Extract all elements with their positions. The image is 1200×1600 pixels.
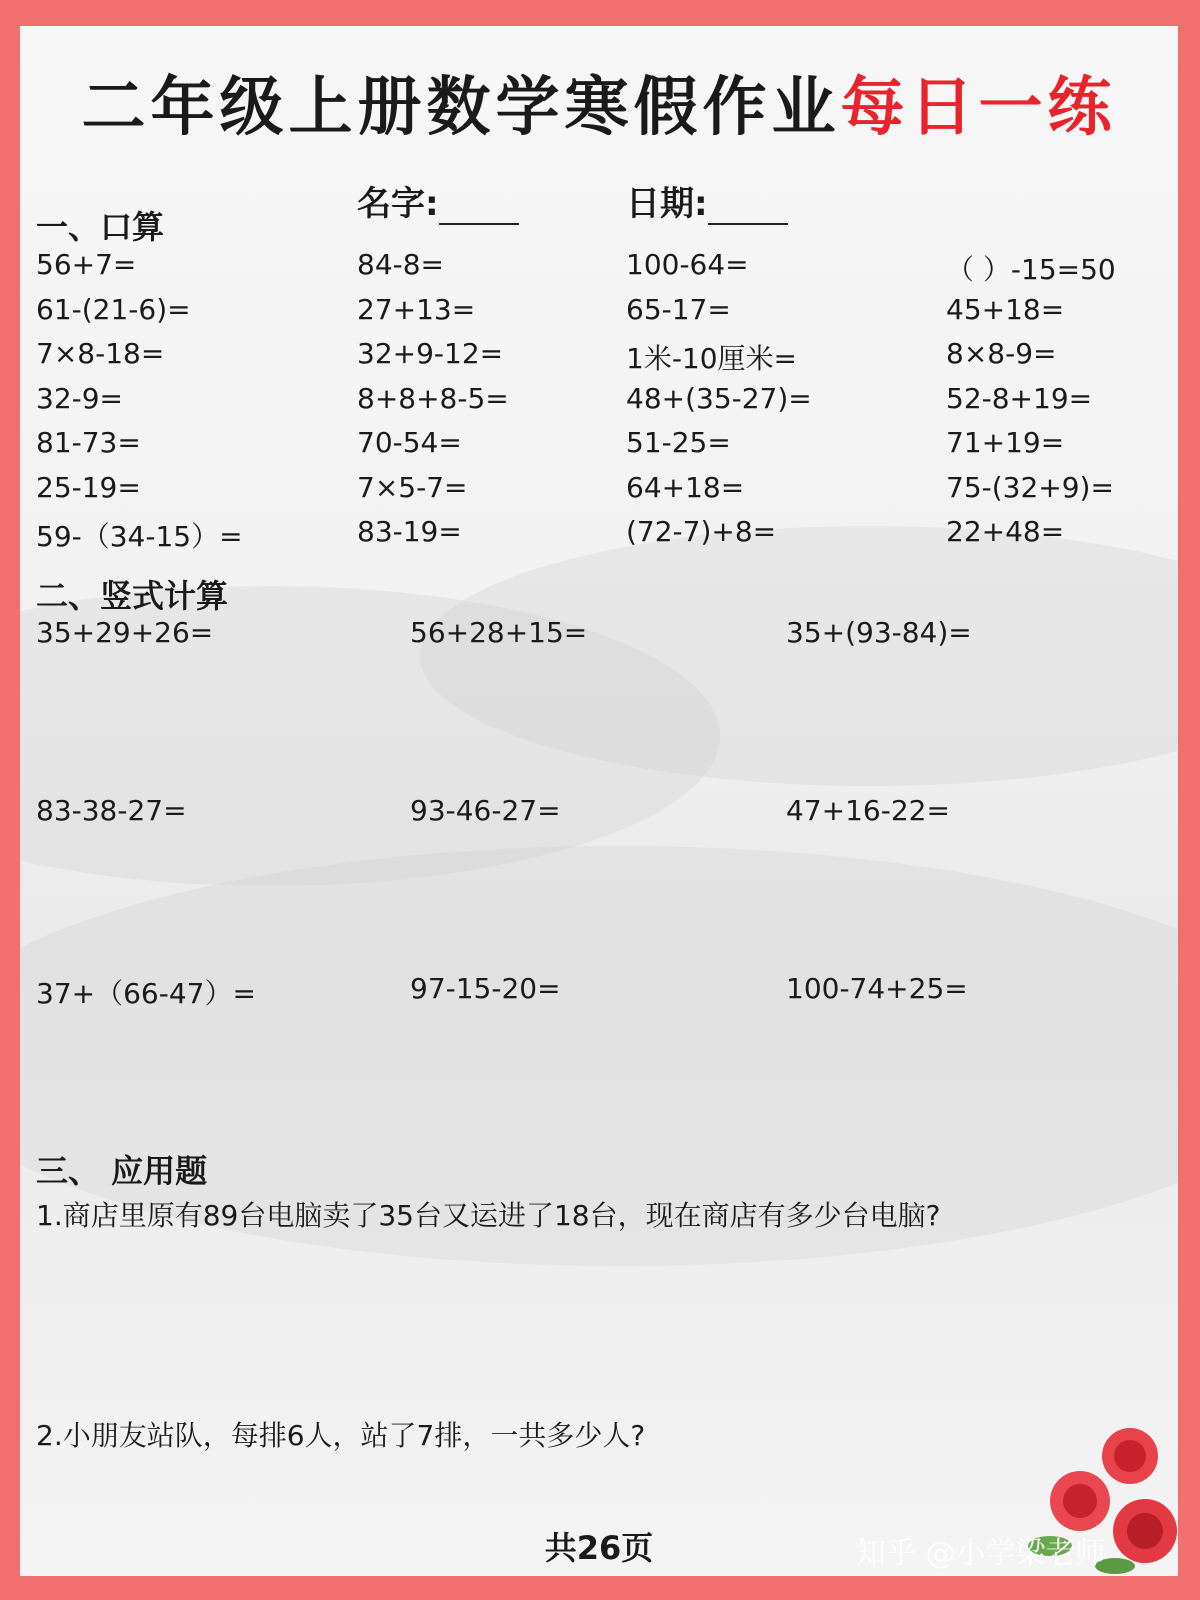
section-oral-title: 一、口算 (36, 208, 165, 246)
oral-calc-item: 32+9-12= (357, 337, 504, 370)
oral-calc-item: 8×8-9= (946, 337, 1057, 370)
date-label: 日期: (626, 184, 708, 224)
title-highlight: 每日一练 (840, 71, 1117, 145)
date-field (626, 176, 788, 225)
oral-calc-item: 52-8+19= (946, 381, 1093, 415)
oral-calc-item: 61-(21-6)= (36, 292, 191, 326)
oral-calc-item: 70-54= (357, 426, 462, 459)
oral-calc-item: 81-73= (36, 426, 141, 459)
oral-calc-item: 45+18= (946, 292, 1065, 326)
oral-calc-item: 32-9= (36, 381, 124, 415)
oral-calc-item: 7×5-7= (357, 470, 468, 504)
section-vertical-title: 二、竖式计算 (36, 577, 229, 615)
oral-calc-item: 56+7= (36, 248, 137, 281)
name-field (357, 176, 519, 225)
vertical-calc-item: 35+(93-84)= (786, 616, 972, 649)
oral-calc-item: 65-17= (626, 292, 731, 326)
word-problem-1: 1.商店里原有89台电脑卖了35台又运进了18台，现在商店有多少台电脑? (36, 1199, 941, 1232)
vertical-calc-item: 83-38-27= (36, 794, 187, 827)
oral-calc-item: 83-19= (357, 515, 462, 548)
section-word-problems-title: 三、 应用题 (36, 1152, 208, 1190)
oral-calc-item: 7×8-18= (36, 337, 165, 370)
worksheet-page (20, 26, 1178, 1576)
oral-calc-item: （ ）-15=50 (946, 253, 1116, 286)
oral-calc-item: 100-64= (626, 248, 749, 281)
oral-calc-item: 8+8+8-5= (357, 381, 509, 415)
oral-calc-item: 71+19= (946, 426, 1065, 459)
vertical-calc-item: 35+29+26= (36, 616, 214, 649)
watermark-text: 知乎 @小学梁老师 (856, 1536, 1106, 1571)
oral-calc-item: 22+48= (946, 515, 1065, 548)
vertical-calc-item: 100-74+25= (786, 972, 968, 1005)
date-blank (708, 193, 788, 225)
oral-calc-item: 51-25= (626, 426, 731, 459)
oral-calc-item: 59-（34-15）= (36, 520, 243, 553)
oral-calc-item: 1米-10厘米= (626, 342, 798, 375)
vertical-calc-item: 56+28+15= (410, 616, 588, 649)
title-main: 二年级上册数学寒假作业 (81, 71, 841, 145)
vertical-calc-item: 93-46-27= (410, 794, 561, 827)
name-label: 名字: (357, 184, 439, 224)
vertical-calc-item: 37+（66-47）= (36, 977, 256, 1010)
name-blank (439, 193, 519, 225)
oral-calc-item: 75-(32+9)= (946, 470, 1114, 504)
oral-calc-item: 84-8= (357, 248, 445, 281)
word-problem-2: 2.小朋友站队，每排6人，站了7排，一共多少人? (36, 1419, 646, 1452)
oral-calc-item: (72-7)+8= (626, 515, 777, 548)
page-title (20, 56, 1178, 148)
page-count: 共26页 (544, 1529, 654, 1567)
oral-calc-item: 27+13= (357, 292, 476, 326)
oral-calc-item: 64+18= (626, 470, 745, 504)
oral-calc-item: 48+(35-27)= (626, 381, 812, 415)
vertical-calc-item: 97-15-20= (410, 972, 561, 1005)
vertical-calc-item: 47+16-22= (786, 794, 950, 827)
oral-calc-item: 25-19= (36, 470, 141, 504)
